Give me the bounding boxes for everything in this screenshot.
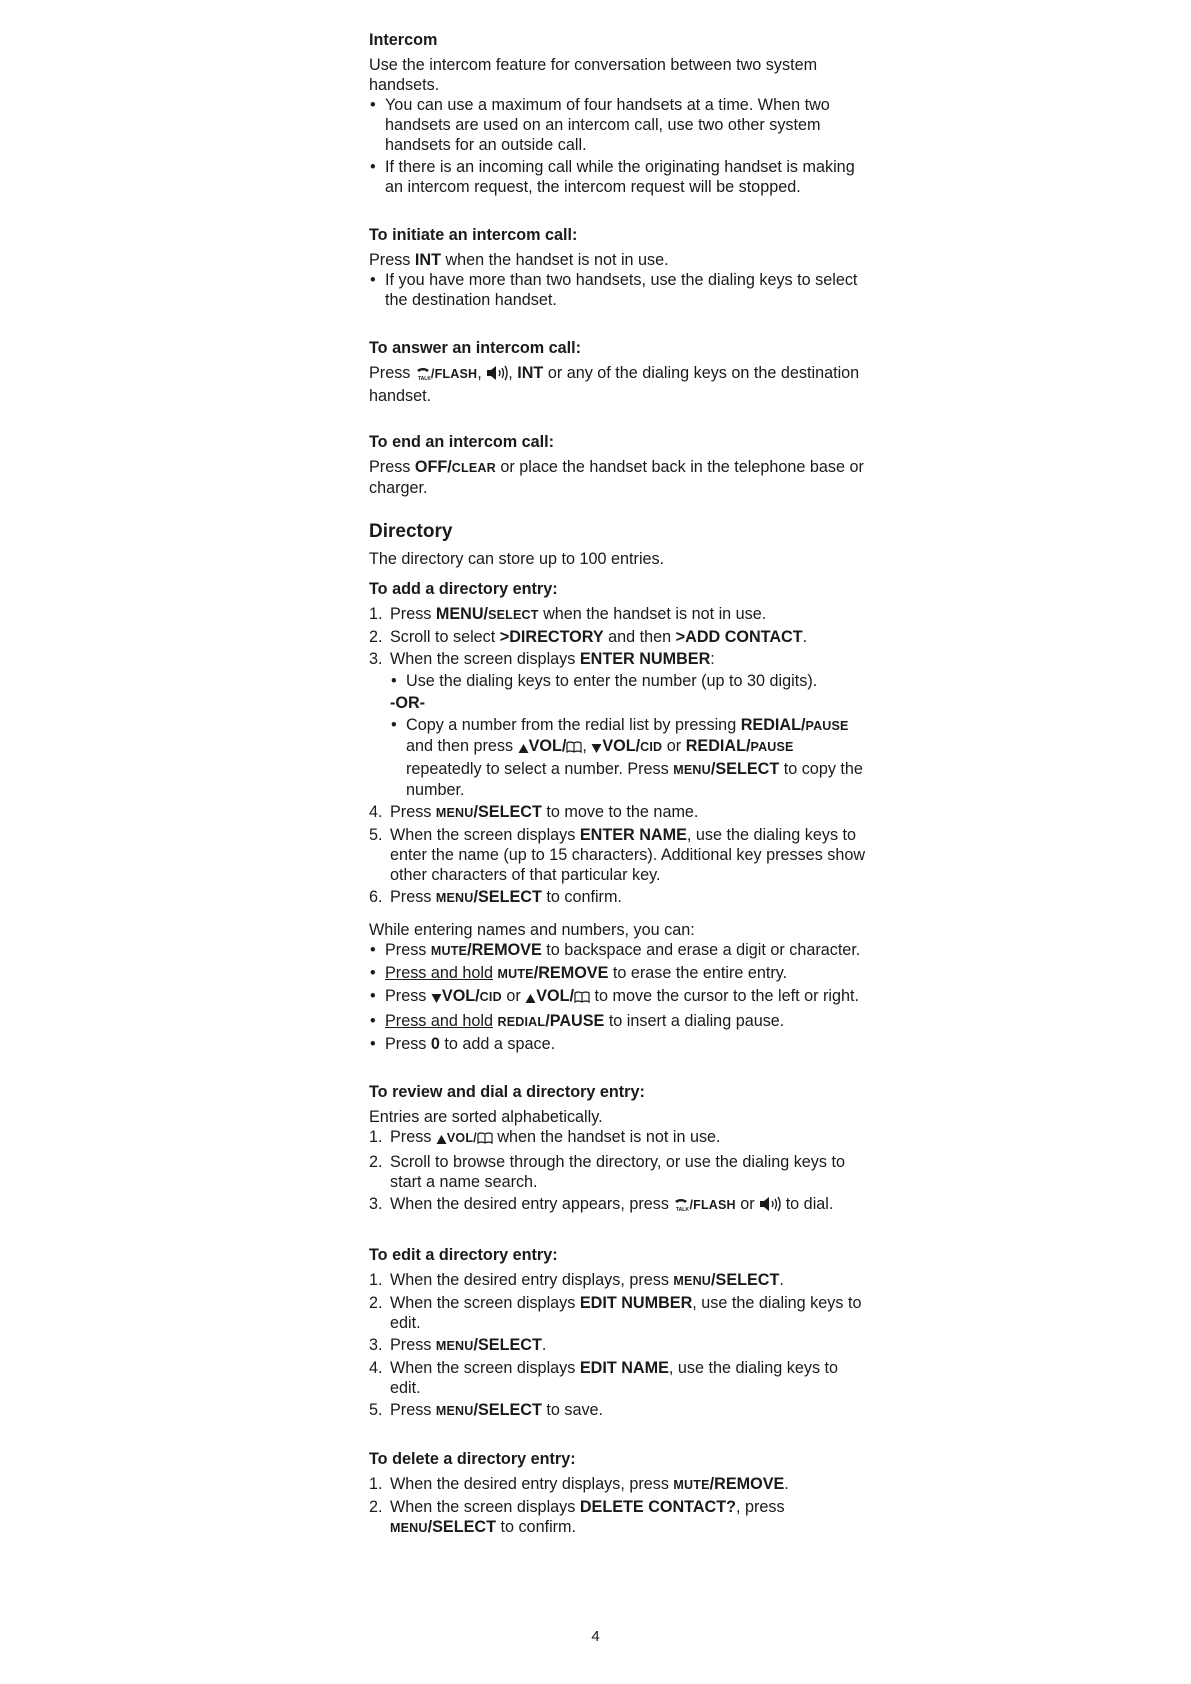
triangle-up-icon — [518, 739, 529, 759]
manual-page — [369, 30, 869, 1540]
page-number: 4 — [591, 1628, 600, 1645]
list-item: 4. When the screen displays EDIT NAME, use the dialing keys to edit. — [369, 1359, 839, 1397]
while-intro: While entering names and numbers, you can: — [369, 921, 695, 939]
svg-text:TALK: TALK — [676, 1207, 690, 1212]
review-steps — [369, 1127, 869, 1217]
list-item: 1. Press MENU/SELECT when the handset is not in use. — [369, 605, 767, 623]
delete-steps — [369, 1474, 869, 1538]
list-item: 5. Press MENU/SELECT to save. — [369, 1401, 604, 1419]
directory-book-icon — [477, 1130, 493, 1150]
list-item: 1. Press VOL/ when the handset is not in use. — [369, 1127, 869, 1150]
triangle-down-icon — [431, 989, 442, 1009]
delete-heading: To delete a directory entry: — [369, 1450, 576, 1468]
add-heading: To add a directory entry: — [369, 580, 558, 598]
svg-text:TALK: TALK — [417, 376, 431, 381]
talk-phone-icon — [415, 365, 431, 386]
list-item: • Press and hold REDIAL/PAUSE to insert a dialing pause. — [369, 1011, 869, 1032]
list-item: 1. When the desired entry displays, press MENU/SELECT. — [369, 1271, 784, 1289]
directory-book-icon — [566, 739, 582, 759]
triangle-up-icon — [525, 989, 536, 1009]
edit-steps — [369, 1270, 869, 1421]
list-item: • Use the dialing keys to enter the number (up to 30 digits). — [390, 671, 869, 691]
list-item: 6. Press MENU/SELECT to confirm. — [369, 888, 622, 906]
list-item: 3. Press MENU/SELECT. — [369, 1336, 547, 1354]
list-item: • If there is an incoming call while the originating handset is making an intercom request, the intercom request will be stopped. — [369, 157, 869, 197]
list-item: 3. When the desired entry appears, press TALK /FLASH or to dial. — [369, 1194, 869, 1217]
or-label: -OR- — [390, 694, 426, 712]
list-item: 3. When the screen displays ENTER NUMBER: • Use the dialing keys to enter the number (up to 30 digits). -OR- • Copy a number from the redial list by pressing REDIAL/PAUSE and then press VOL/ , VOL/CID or REDIAL/PAUSE repeatedly to select a number. Press MENU/SELECT to copy the number. — [369, 649, 869, 800]
list-item: • If you have more than two handsets, use the dialing keys to select the destination handset. — [369, 270, 869, 310]
list-item: 2. Scroll to select >DIRECTORY and then >ADD CONTACT. — [369, 628, 808, 646]
review-intro: Entries are sorted alphabetically. — [369, 1108, 603, 1126]
while-bullets — [369, 940, 869, 1054]
end-heading: To end an intercom call: — [369, 433, 554, 451]
intercom-heading: Intercom — [369, 31, 438, 49]
end-text: Press OFF/CLEAR or place the handset back in the telephone base or charger. — [369, 458, 864, 497]
edit-heading: To edit a directory entry: — [369, 1246, 558, 1264]
triangle-down-icon — [591, 739, 602, 759]
list-item: • You can use a maximum of four handsets at a time. When two handsets are used on an intercom call, use two other system handsets for an outside call. — [369, 95, 869, 155]
list-item: 4. Press MENU/SELECT to move to the name. — [369, 803, 699, 821]
intercom-bullets — [369, 95, 869, 197]
speaker-icon — [486, 365, 508, 386]
list-item: • Press MUTE/REMOVE to backspace and erase a digit or character. — [369, 940, 869, 961]
speaker-icon — [759, 1196, 781, 1217]
list-item: 1. When the desired entry displays, press MUTE/REMOVE. — [369, 1475, 789, 1493]
triangle-up-icon — [436, 1130, 447, 1150]
intercom-intro: Use the intercom feature for conversation between two system handsets. — [369, 56, 818, 94]
list-item: 5. When the screen displays ENTER NAME, use the dialing keys to enter the name (up to 15 characters). Additional key presses show other characters of that particular key. — [369, 826, 866, 884]
list-item: • Press 0 to add a space. — [369, 1034, 869, 1054]
answer-text: Press TALK /FLASH, , INT or any of the dialing keys on the destination handset. — [369, 364, 860, 405]
list-item: 2. Scroll to browse through the directory, or use the dialing keys to start a name search. — [369, 1153, 845, 1191]
talk-phone-icon — [673, 1196, 689, 1217]
list-item: • Copy a number from the redial list by pressing REDIAL/PAUSE and then press VOL/ , VOL/CID or REDIAL/PAUSE repeatedly to select a number. Press MENU/SELECT to copy the number. — [390, 715, 869, 800]
list-item: • Press VOL/CID or VOL/ to move the cursor to the left or right. — [369, 986, 869, 1009]
review-heading: To review and dial a directory entry: — [369, 1083, 645, 1101]
list-item: 2. When the screen displays EDIT NUMBER, use the dialing keys to edit. — [369, 1294, 862, 1332]
answer-heading: To answer an intercom call: — [369, 339, 581, 357]
initiate-text: Press INT when the handset is not in use. — [369, 251, 669, 269]
directory-book-icon — [574, 989, 590, 1009]
list-item: • Press and hold MUTE/REMOVE to erase the entire entry. — [369, 963, 869, 984]
add-steps — [369, 604, 869, 908]
list-item: 2. When the screen displays DELETE CONTACT?, press MENU/SELECT to confirm. — [369, 1498, 785, 1536]
initiate-heading: To initiate an intercom call: — [369, 226, 578, 244]
directory-intro: The directory can store up to 100 entries. — [369, 550, 665, 568]
directory-heading: Directory — [369, 521, 453, 542]
